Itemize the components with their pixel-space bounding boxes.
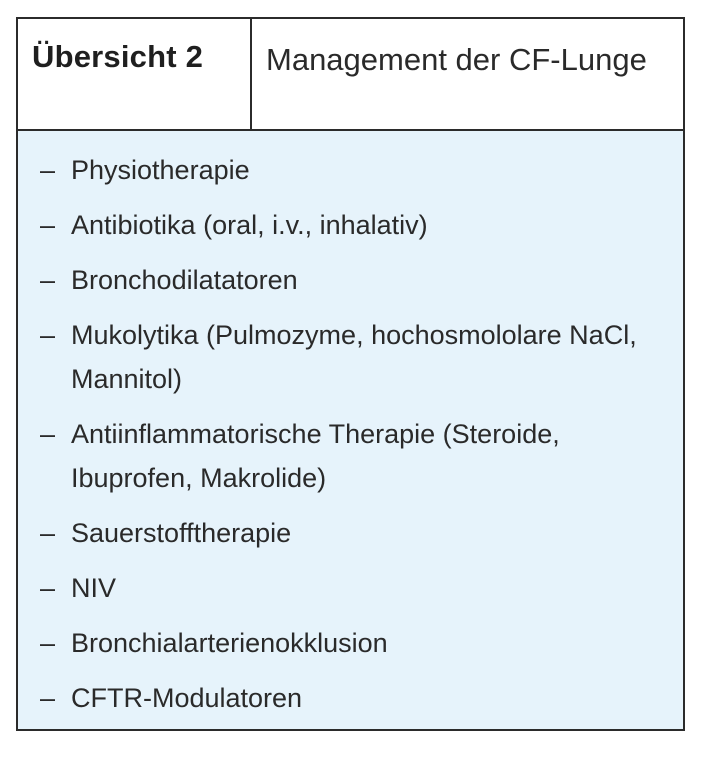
list-item-text: Mukolytika (Pulmozyme, hochosmololare NaCl, Mannitol): [71, 320, 637, 394]
box-body: [18, 131, 683, 729]
list-item: [40, 203, 670, 247]
list-item-text: Bronchodilatatoren: [71, 265, 298, 295]
list-item: [40, 566, 670, 610]
overview-box: [16, 17, 685, 731]
list-item: [40, 313, 670, 401]
box-title: Management der CF-Lunge: [266, 42, 647, 77]
bullet-dash: –: [40, 320, 56, 350]
bullet-dash: –: [40, 683, 56, 713]
box-label: Übersicht 2: [32, 39, 204, 74]
bullet-dash: –: [40, 265, 56, 295]
list-item: [40, 511, 670, 555]
bullet-dash: –: [40, 419, 56, 449]
list-item-text: CFTR-Modulatoren: [71, 683, 303, 713]
list-item: [40, 676, 670, 720]
list-item: [40, 621, 670, 665]
box-header: [18, 19, 683, 131]
bullet-dash: –: [40, 573, 56, 603]
list-item-text: Sauerstofftherapie: [71, 518, 292, 548]
list-item: [40, 258, 670, 302]
list-item-text: Physiotherapie: [71, 155, 250, 185]
list-item: [40, 148, 670, 192]
bullet-dash: –: [40, 155, 56, 185]
item-list: [40, 148, 670, 731]
list-item-text: Antiinflammatorische Therapie (Steroide, Ibuprofen, Makrolide): [71, 419, 560, 493]
bullet-dash: –: [40, 628, 56, 658]
list-item-text: Antibiotika (oral, i.v., inhalativ): [71, 210, 428, 240]
bullet-dash: –: [40, 210, 56, 240]
list-item-text: NIV: [71, 573, 117, 603]
list-item: [40, 412, 670, 500]
box-label-cell: [18, 19, 252, 129]
list-item-text: Bronchialarterienokklusion: [71, 628, 388, 658]
bullet-dash: –: [40, 518, 56, 548]
